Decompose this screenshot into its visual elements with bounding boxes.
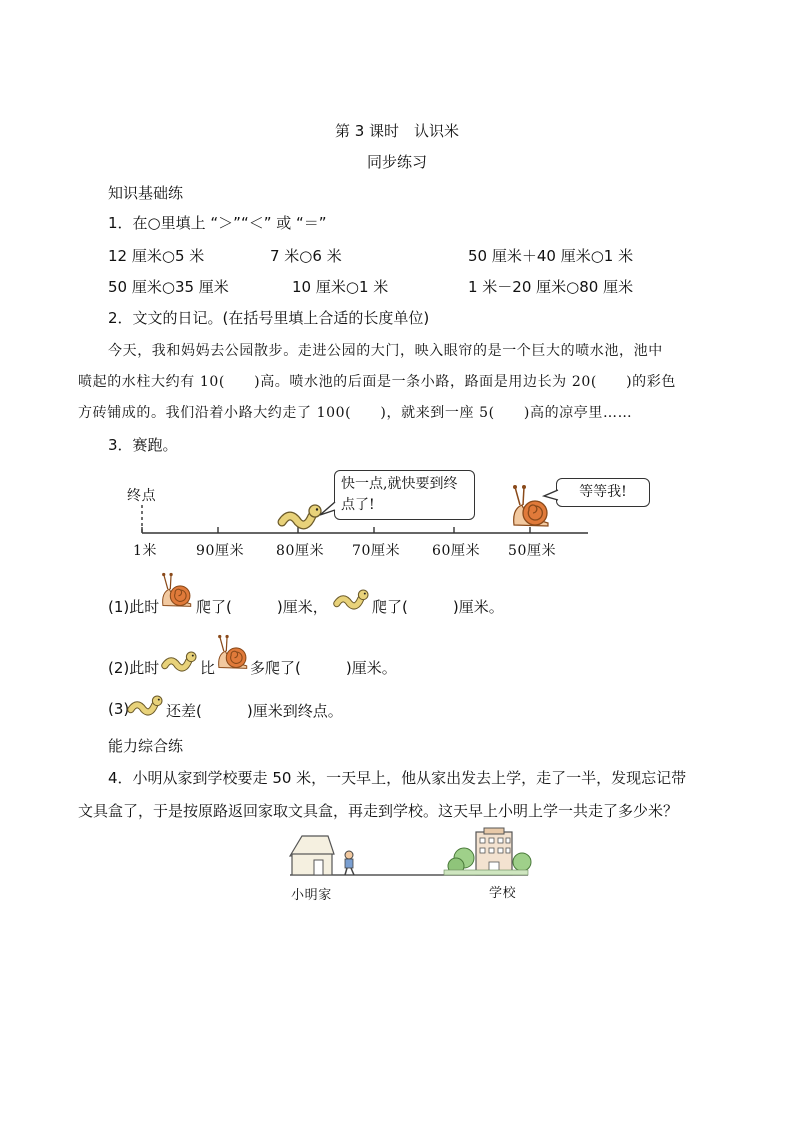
snail-speech-text: 等等我! <box>579 484 627 500</box>
q1-item: 1 米－20 厘米○80 厘米 <box>468 278 634 296</box>
q1-item: 10 厘米○1 米 <box>292 278 389 296</box>
tick-label: 60厘米 <box>432 543 481 559</box>
question-3-prompt: 3．赛跑。 <box>108 436 178 454</box>
home-label: 小明家 <box>291 888 332 903</box>
question-1-prompt: 1．在○里填上 “＞”“＜” 或 “＝” <box>108 214 327 232</box>
tick-label: 1米 <box>133 543 158 559</box>
tick-label: 80厘米 <box>276 543 325 559</box>
diary-line: 方砖铺成的。我们沿着小路大约走了 100( )，就来到一座 5( )高的凉亭里…… <box>78 405 633 421</box>
tick-label: 50厘米 <box>508 543 557 559</box>
worm-icon <box>160 648 200 672</box>
boy-icon <box>345 851 354 875</box>
diary-line: 今天，我和妈妈去公园散步。走进公园的大门，映入眼帘的是一个巨大的喷水池，池中 <box>108 343 663 359</box>
finish-label: 终点 <box>127 488 157 504</box>
question-4-line: 4．小明从家到学校要走 50 米，一天早上，他从家出发去上学，走了一半，发现忘记带 <box>108 769 687 787</box>
diary-line: 喷起的水柱大约有 10( )高。喷水池的后面是一条小路，路面是用边长为 20( )的彩色 <box>78 374 676 390</box>
question-4-line: 文具盒了，于是按原路返回家取文具盒，再走到学校。这天早上小明上学一共走了多少米？ <box>78 802 679 820</box>
snail-speech-bubble <box>556 478 650 507</box>
q3-sub2-compare: 比 <box>200 659 216 677</box>
worm-speech-bubble <box>334 470 475 520</box>
q1-item: 12 厘米○5 米 <box>108 247 205 265</box>
tick-label: 90厘米 <box>196 543 245 559</box>
school-icon <box>444 828 531 875</box>
q1-item: 50 厘米＋40 厘米○1 米 <box>468 247 634 265</box>
section-heading-ability: 能力综合练 <box>108 737 184 755</box>
q3-sub1-label: (1)此时 <box>108 598 160 616</box>
page-subtitle: 同步练习 <box>366 153 427 171</box>
q3-sub2-text: 多爬了( )厘米。 <box>250 659 397 677</box>
page-title: 第 3 课时 认识米 <box>334 122 460 140</box>
worm-speech-text: 快一点,就快要到终点了! <box>341 476 458 513</box>
q3-sub1-text-2: 爬了( )厘米。 <box>372 598 504 616</box>
q1-item: 7 米○6 米 <box>270 247 342 265</box>
bubble-tail <box>318 500 338 518</box>
snail-icon <box>214 632 250 672</box>
question-2-prompt: 2．文文的日记。(在括号里填上合适的长度单位) <box>108 309 430 327</box>
snail-icon <box>158 570 194 610</box>
q1-item: 50 厘米○35 厘米 <box>108 278 229 296</box>
q3-sub3-label: (3) <box>108 700 130 718</box>
school-label: 学校 <box>489 886 517 901</box>
bubble-tail <box>542 488 560 504</box>
q3-sub3-text: 还差( )厘米到终点。 <box>166 702 343 720</box>
worm-icon <box>126 692 166 716</box>
q3-sub1-text: 爬了( )厘米， <box>196 598 328 616</box>
q3-sub2-label: (2)此时 <box>108 659 160 677</box>
section-heading-basic: 知识基础练 <box>108 184 184 202</box>
tick-label: 70厘米 <box>352 543 401 559</box>
worm-icon <box>332 586 372 610</box>
house-icon <box>290 836 334 875</box>
